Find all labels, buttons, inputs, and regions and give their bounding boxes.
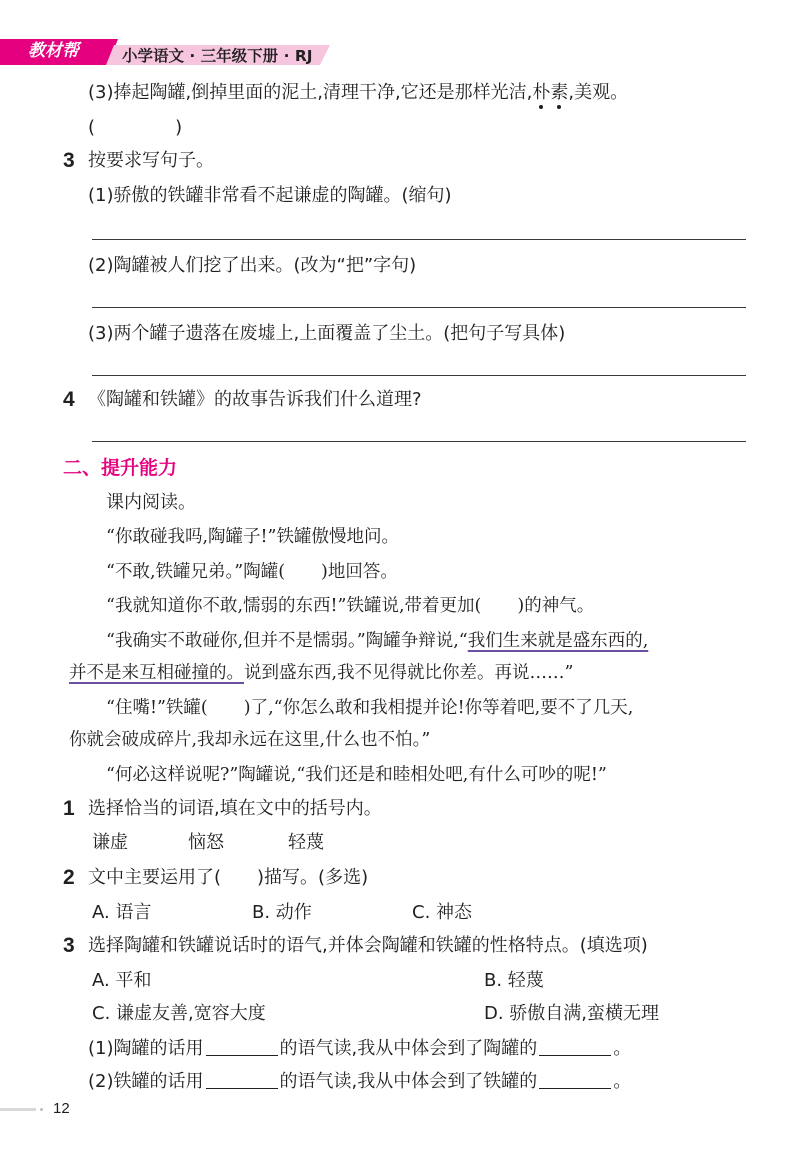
choice-option[interactable]: C. 神态 — [412, 902, 473, 923]
section-heading: 二、提升能力 — [63, 457, 178, 479]
question-number: 3 — [63, 149, 75, 172]
page-number: 12 — [53, 1100, 70, 1117]
question-title: 《陶罐和铁罐》的故事告诉我们什么道理? — [88, 389, 422, 410]
header-title: 小学语文 · 三年级下册 · RJ — [122, 47, 313, 65]
passage-paragraph: “我就知道你不敢,懦弱的东西!”铁罐说,带着更加( )的神气。 — [106, 596, 595, 616]
passage-paragraph: “不敢,铁罐兄弟。”陶罐( )地回答。 — [106, 562, 398, 582]
fill-blank[interactable] — [206, 1070, 278, 1089]
word-option: 谦虚 — [92, 832, 128, 853]
dotted-char: 素 — [550, 82, 569, 103]
answer-line[interactable] — [92, 307, 746, 308]
q3-item-3: (3)两个罐子遗落在废墟上,上面覆盖了尘土。(把句子写具体) — [88, 323, 566, 344]
word-option: 轻蔑 — [288, 832, 324, 853]
question-number: 2 — [63, 866, 75, 889]
q3-item-2: (2)陶罐被人们挖了出来。(改为“把”字句) — [88, 255, 417, 276]
question-title: 按要求写句子。 — [88, 150, 214, 171]
passage-paragraph: 并不是来互相碰撞的。说到盛东西,我不见得就比你差。再说……” — [69, 663, 574, 683]
answer-line[interactable] — [92, 239, 746, 240]
underlined-sentence: 并不是来互相碰撞的。 — [69, 663, 244, 683]
choice-option[interactable]: D. 骄傲自满,蛮横无理 — [484, 1003, 660, 1024]
question-title: 选择陶罐和铁罐说话时的语气,并体会陶罐和铁罐的性格特点。(填选项) — [88, 935, 648, 956]
answer-paren[interactable]: ( ) — [88, 117, 183, 138]
choice-option[interactable]: B. 轻蔑 — [484, 970, 544, 991]
passage-paragraph: 你就会破成碎片,我却永远在这里,什么也不怕。” — [69, 730, 431, 750]
answer-line[interactable] — [92, 441, 746, 442]
choice-option[interactable]: A. 语言 — [92, 902, 152, 923]
q3-item-1: (1)骄傲的铁罐非常看不起谦虚的陶罐。(缩句) — [88, 185, 452, 206]
choice-option[interactable]: B. 动作 — [252, 902, 312, 923]
choice-option[interactable]: A. 平和 — [92, 970, 152, 991]
footer-line — [0, 1108, 36, 1111]
footer-dot — [40, 1108, 43, 1111]
word-option: 恼怒 — [188, 832, 224, 853]
question-number: 1 — [63, 797, 75, 820]
passage-paragraph: “我确实不敢碰你,但并不是懦弱。”陶罐争辩说,“我们生来就是盛东西的, — [106, 631, 649, 651]
fill-blank[interactable] — [539, 1037, 611, 1056]
question-title: 文中主要运用了( )描写。(多选) — [88, 867, 369, 888]
fill-sentence: (1)陶罐的话用 的语气读,我从中体会到了陶罐的 。 — [88, 1038, 632, 1059]
answer-line[interactable] — [92, 375, 746, 376]
reading-intro: 课内阅读。 — [106, 492, 196, 513]
fill-blank[interactable] — [539, 1070, 611, 1089]
fill-sentence: (2)铁罐的话用 的语气读,我从中体会到了铁罐的 。 — [88, 1071, 632, 1092]
brand-logo: 教材帮 — [28, 41, 79, 61]
q2-item-3: (3)捧起陶罐,倒掉里面的泥土,清理干净,它还是那样光洁,朴素,美观。 — [88, 82, 629, 103]
question-number: 3 — [63, 934, 75, 957]
passage-paragraph: “你敢碰我吗,陶罐子!”铁罐傲慢地问。 — [106, 527, 399, 547]
passage-paragraph: “何必这样说呢?”陶罐说,“我们还是和睦相处吧,有什么可吵的呢!” — [106, 765, 607, 785]
question-number: 4 — [63, 388, 75, 411]
choice-option[interactable]: C. 谦虚友善,宽容大度 — [92, 1003, 266, 1024]
dotted-char: 朴 — [532, 82, 551, 103]
underlined-sentence: 我们生来就是盛东西的, — [467, 631, 649, 651]
fill-blank[interactable] — [206, 1037, 278, 1056]
question-title: 选择恰当的词语,填在文中的括号内。 — [88, 798, 382, 819]
passage-paragraph: “住嘴!”铁罐( )了,“你怎么敢和我相提并论!你等着吧,要不了几天, — [106, 698, 634, 718]
